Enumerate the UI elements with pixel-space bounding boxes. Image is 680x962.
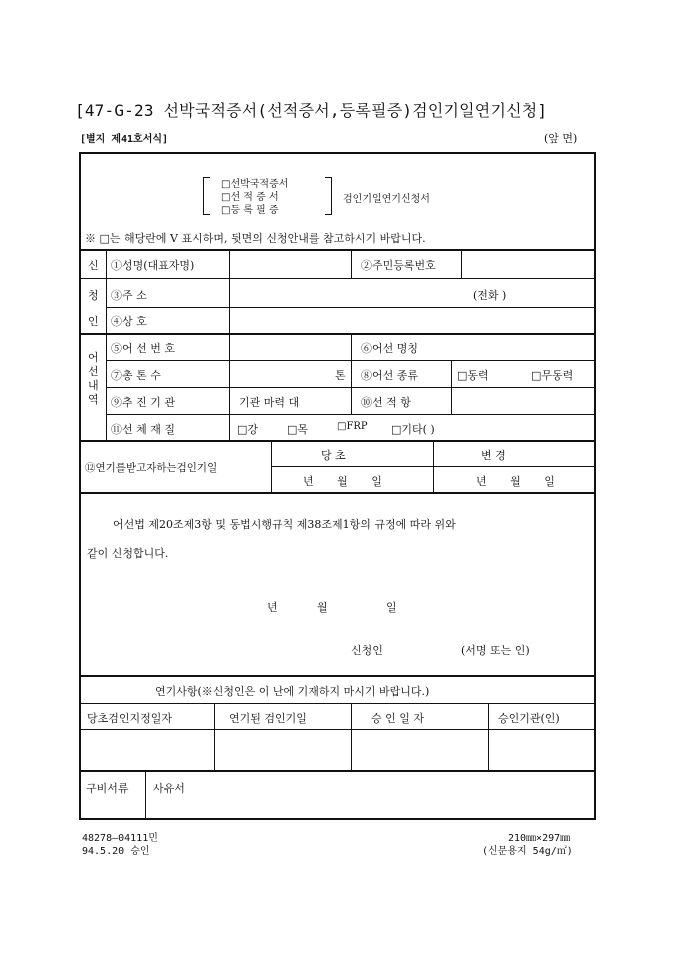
form-title: [47-G-23 선박국적증서(선적증서,등록필증)검인기일연기신청] xyxy=(75,101,548,120)
left-bracket xyxy=(203,177,210,215)
changed-date: 년 월 일 xyxy=(476,475,555,488)
doc-title: 검인기일연기신청서 xyxy=(343,194,430,205)
signature-seal: (서명 또는 인) xyxy=(461,644,530,657)
ext-col-approval-authority: 승인기관(인) xyxy=(498,712,560,725)
right-bracket xyxy=(325,177,332,215)
doc-type-registry: □선 적 증 서 xyxy=(221,192,279,203)
notice-text: ※ □는 해당란에 V 표시하며, 뒷면의 신청안내를 참고하시기 바랍니다. xyxy=(85,232,426,245)
hull-option-wood[interactable]: □목 xyxy=(287,423,309,436)
original-header: 당 초 xyxy=(321,449,346,462)
ext-col-original: 당초검인지정일자 xyxy=(87,712,173,725)
hull-option-steel[interactable]: □강 xyxy=(237,423,259,436)
form-frame xyxy=(79,152,596,820)
footer-paper-size: 210㎜×297㎜ xyxy=(508,833,571,844)
doc-type-registration: □등 록 필 증 xyxy=(221,205,279,216)
hull-option-other[interactable]: □기타( ) xyxy=(391,423,435,436)
hull-material-label: ⑪선 체 재 질 xyxy=(111,423,175,436)
phone-label: (전화 ) xyxy=(473,289,507,302)
date-year: 년 xyxy=(267,601,278,614)
vessel-type-label: ⑧어선 종류 xyxy=(361,369,419,382)
changed-header: 변 경 xyxy=(481,449,506,462)
address-label: ③주 소 xyxy=(111,289,147,302)
form-number: [별지 제41호서식] xyxy=(80,134,169,145)
statement-line-1: 어선법 제20조제3항 및 동법시행규칙 제38조제1항의 규정에 따라 위와 xyxy=(113,518,456,531)
vessel-name-label: ⑥어선 명칭 xyxy=(361,342,419,355)
applicant-label-3: 인 xyxy=(88,315,99,328)
trade-name-label: ④상 호 xyxy=(111,315,147,328)
page-side: (앞 면) xyxy=(544,132,578,145)
extension-heading: 연기사항(※신청인은 이 난에 기재하지 마시기 바랍니다.) xyxy=(155,685,430,698)
home-port-label: ⑩선 적 항 xyxy=(361,396,411,409)
date-day: 일 xyxy=(386,601,397,614)
ext-col-approval-date: 승 인 일 자 xyxy=(371,712,424,725)
id-number-label: ②주민등록번호 xyxy=(361,259,436,272)
vessel-label-2: 선 xyxy=(88,365,99,378)
type-option-unpowered[interactable]: □무동력 xyxy=(531,369,574,382)
footer-paper-type: (신문용지 54g/㎡) xyxy=(482,846,573,857)
documents-value: 사유서 xyxy=(153,782,185,795)
engine-value: 기관 마력 대 xyxy=(239,396,300,409)
applicant-label-2: 청 xyxy=(88,289,99,302)
name-label: ①성명(대표자명) xyxy=(111,259,195,272)
documents-label: 구비서류 xyxy=(86,782,129,795)
vessel-number-label: ⑤어 선 번 호 xyxy=(111,342,175,355)
statement-line-2: 같이 신청합니다. xyxy=(87,547,169,560)
postpone-label: ⑫연기를받고자하는검인기일 xyxy=(85,462,218,474)
footer-approval-date: 94.5.20 승인 xyxy=(82,846,150,857)
original-date: 년 월 일 xyxy=(303,475,382,488)
vessel-label-4: 역 xyxy=(88,393,99,406)
date-month: 월 xyxy=(317,601,328,614)
tonnage-unit: 톤 xyxy=(335,369,346,382)
applicant-label-1: 신 xyxy=(88,259,99,272)
type-option-powered[interactable]: □동력 xyxy=(457,369,489,382)
engine-label: ⑨추 진 기 관 xyxy=(111,396,175,409)
tonnage-label: ⑦총 톤 수 xyxy=(111,369,161,382)
applicant-sign-label: 신청인 xyxy=(351,644,383,657)
hull-option-frp[interactable]: □FRP xyxy=(337,421,368,432)
vessel-label-1: 어 xyxy=(88,351,99,364)
doc-type-ship-nationality: □선박국적증서 xyxy=(221,179,289,190)
footer-approval-no: 48278—04111민 xyxy=(82,833,158,844)
ext-col-postponed: 연기된 검인기일 xyxy=(229,712,307,725)
vessel-label-3: 내 xyxy=(88,379,99,392)
